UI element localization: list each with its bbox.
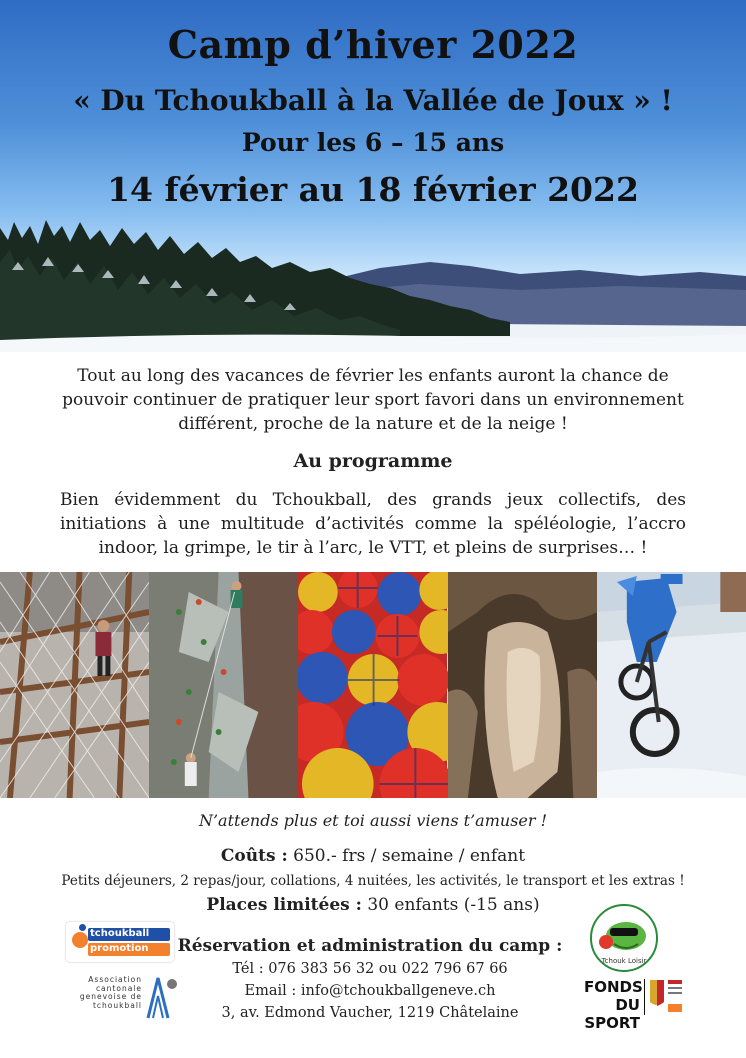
photo-accro-indoor [0, 572, 149, 798]
page-subtitle: « Du Tchoukball à la Vallée de Joux » ! [73, 84, 673, 117]
costs-line [0, 846, 746, 866]
geneva-coat-of-arms-icon [648, 978, 688, 1018]
reservation-heading: Réservation et administration du camp : [177, 936, 563, 956]
page-title: Camp d’hiver 2022 [167, 22, 579, 67]
association-text: Association cantonale genevoise de tchoukball [79, 975, 142, 1010]
tchouk-loisir-label: Tchouk Loisir [601, 957, 647, 965]
places-label: Places limitées : [206, 895, 362, 915]
fonds-du-sport-logo [584, 976, 694, 1032]
player-icon [79, 924, 86, 931]
costs-label: Coûts : [220, 846, 288, 866]
places-value: 30 enfants (-15 ans) [367, 895, 540, 915]
tchouk-loisir-logo [590, 904, 658, 972]
logo-text-promotion: promotion [90, 943, 149, 954]
intro-paragraph: Tout au long des vacances de février les enfants auront la chance de pouvoir continuer de pratiquer leur sport favori dans un environnement différent, proche de la nature et de la neige ! [62, 366, 684, 434]
hero-banner [0, 0, 746, 352]
contact-phone: Tél : 076 383 56 32 ou 022 796 67 66 [232, 961, 508, 977]
logo-text-tchoukball: tchoukball [90, 928, 150, 939]
age-range: Pour les 6 – 15 ans [241, 128, 505, 157]
photo-winter-bike [597, 572, 746, 798]
camp-dates: 14 février au 18 février 2022 [107, 170, 639, 209]
photo-tchoukballs [298, 572, 447, 798]
tchoukball-frame-icon [144, 974, 180, 1022]
contact-address: 3, av. Edmond Vaucher, 1219 Châtelaine [221, 1005, 519, 1021]
photo-cave [448, 572, 597, 798]
fonds-du-sport-text: FONDS DU SPORT [584, 978, 643, 1032]
costs-detail: Petits déjeuners, 2 repas/jour, collations, 4 nuitées, les activités, le transport et les extras ! [61, 873, 685, 889]
program-paragraph: Bien évidemment du Tchoukball, des grands jeux collectifs, des initiations à une multitude d’activités comme la spéléologie, l’accro indoor, la grimpe, le tir à l’arc, le VTT, et pleins de surprises… ! [60, 490, 686, 558]
costs-value: 650.- frs / semaine / enfant [293, 846, 526, 866]
slogan: N’attends plus et toi aussi viens t’amuser ! [198, 811, 548, 830]
contact-email[interactable]: Email : info@tchoukballgeneve.ch [244, 983, 496, 999]
tchoukball-promotion-logo [66, 922, 174, 962]
photo-strip [0, 572, 746, 798]
program-heading: Au programme [293, 450, 453, 472]
ball-icon [72, 932, 88, 948]
association-genevoise-logo [70, 974, 180, 1022]
photo-climbing-wall [149, 572, 298, 798]
